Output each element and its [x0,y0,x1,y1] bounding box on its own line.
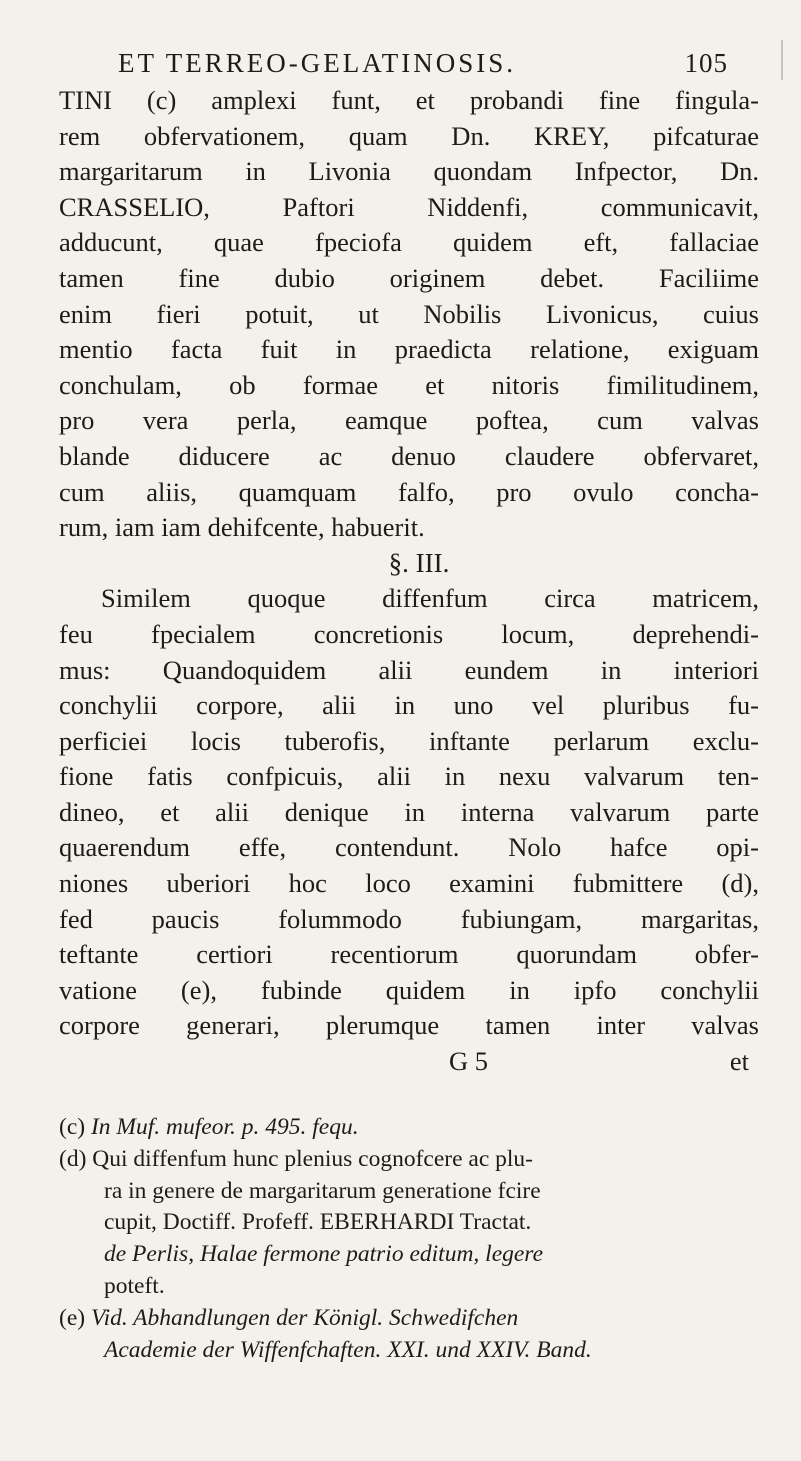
text-line: enim fieri potuit, ut Nobilis Livonicus, cuius [59,298,759,329]
text-line: quaerendum effe, contendunt. Nolo hafce opi- [59,832,759,863]
text-line: cum aliis, quamquam falfo, pro ovulo concha- [59,476,759,507]
page-edge-mark [781,40,783,80]
text-line: pro vera perla, eamque poftea, cum valvas [59,405,759,436]
text-line: niones uberiori hoc loco examini fubmittere (d), [59,868,759,899]
footnote-line: cupit, Doctiff. Profeff. EBERHARDI Tractat. [104,1209,532,1236]
text-line: tamen fine dubio originem debet. Faciliime [59,262,759,293]
footnotes [59,1112,759,1366]
text-line: Similem quoque diffenfum circa matricem, [101,583,759,614]
text-line: CRASSELIO, Paftori Niddenfi, communicavit, [59,191,759,222]
text-line: feu fpecialem concretionis locum, deprehendi- [59,618,759,649]
main-text [59,83,759,1080]
footnote-mark: (e) [59,1304,86,1331]
running-header [118,48,728,79]
text-line: mentio facta fuit in praedicta relatione, exiguam [59,334,759,365]
text-line: conchylii corpore, alii in uno vel pluribus fu- [59,690,759,721]
text-line: conchulam, ob formae et nitoris fimilitudinem, [59,369,759,400]
footnote-line: de Perlis, Halae fermone patrio editum, legere [104,1241,544,1268]
text-line: fed paucis folummodo fubiungam, margaritas, [59,903,759,934]
text-line: perficiei locis tuberofis, inftante perlarum exclu- [59,725,759,756]
footnote-mark: (c) [59,1114,86,1140]
footnote-mark: (d) [59,1145,87,1172]
text-line: adducunt, quae fpeciofa quidem eft, fallaciae [59,227,759,258]
footnote-c [59,1112,759,1144]
footnote-text: Vid. Abhandlungen der Königl. Schwedifchen [90,1304,519,1331]
text-line: mus: Quandoquidem alii eundem in interiori [59,654,759,685]
text-line: corpore generari, plerumque tamen inter valvas [59,1010,759,1041]
paragraph-2 [59,581,759,1044]
signature-line [59,1044,759,1080]
footnote-line [59,1112,759,1144]
page-number: 105 [684,48,728,78]
paragraph-1 [59,83,759,546]
text-line: rum, iam iam dehifcente, habuerit. [59,512,425,543]
running-title: ET TERREO-GELATINOSIS. [118,48,516,78]
footnote-line: ra in genere de margaritarum generatione fcire [104,1177,541,1204]
footnote-line [59,1144,759,1176]
footnote-e [59,1303,759,1367]
text-line: vatione (e), fubinde quidem in ipfo conchylii [59,974,759,1005]
text-line: fione fatis confpicuis, alii in nexu valvarum ten- [59,761,759,792]
footnote-line: poteft. [104,1272,165,1299]
footnote-text: In Muf. mufeor. p. 495. fequ. [90,1114,359,1140]
catchword: et [729,1046,749,1077]
text-line: dineo, et alii denique in interna valvarum parte [59,796,759,827]
section-heading: §. III. [388,547,450,578]
text-line: teftante certiori recentiorum quorundam obfer- [59,939,759,970]
text-line: blande diducere ac denuo claudere obfervaret, [59,440,759,471]
footnote-line [59,1303,759,1335]
text-line: rem obfervationem, quam Dn. KREY, pifcaturae [59,120,759,151]
footnote-text: Qui diffenfum hunc plenius cognofcere ac plu- [92,1145,533,1172]
text-line: margaritarum in Livonia quondam Infpector, Dn. [59,156,759,187]
signature-mark: G 5 [449,1046,489,1077]
footnote-d [59,1144,759,1303]
text-line: TINI (c) amplexi funt, et probandi fine fingula- [59,85,759,115]
footnote-line: Academie der Wiffenfchaften. XXI. und XXIV. Band. [104,1336,592,1363]
